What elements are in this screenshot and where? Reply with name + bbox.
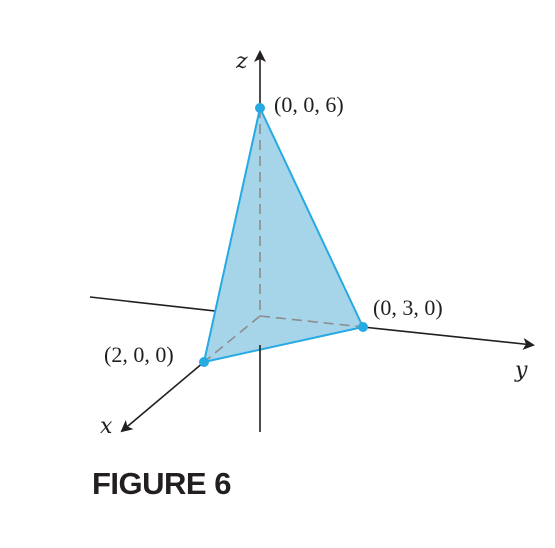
axis-label-z: z <box>236 49 248 74</box>
axis-x-front <box>122 362 204 431</box>
axis-y-front <box>363 327 533 345</box>
triangle-face <box>204 108 363 362</box>
vertex-label-z: (0, 0, 6) <box>274 92 344 117</box>
axis-label-y: y <box>515 358 528 383</box>
figure-caption: FIGURE 6 <box>92 466 231 501</box>
vertex-label-x: (2, 0, 0) <box>104 342 174 367</box>
vertex-x <box>199 357 209 367</box>
axis-label-x: x <box>100 414 113 439</box>
vertex-z <box>255 103 265 113</box>
vertex-label-y: (0, 3, 0) <box>373 295 443 320</box>
vertex-y <box>358 322 368 332</box>
